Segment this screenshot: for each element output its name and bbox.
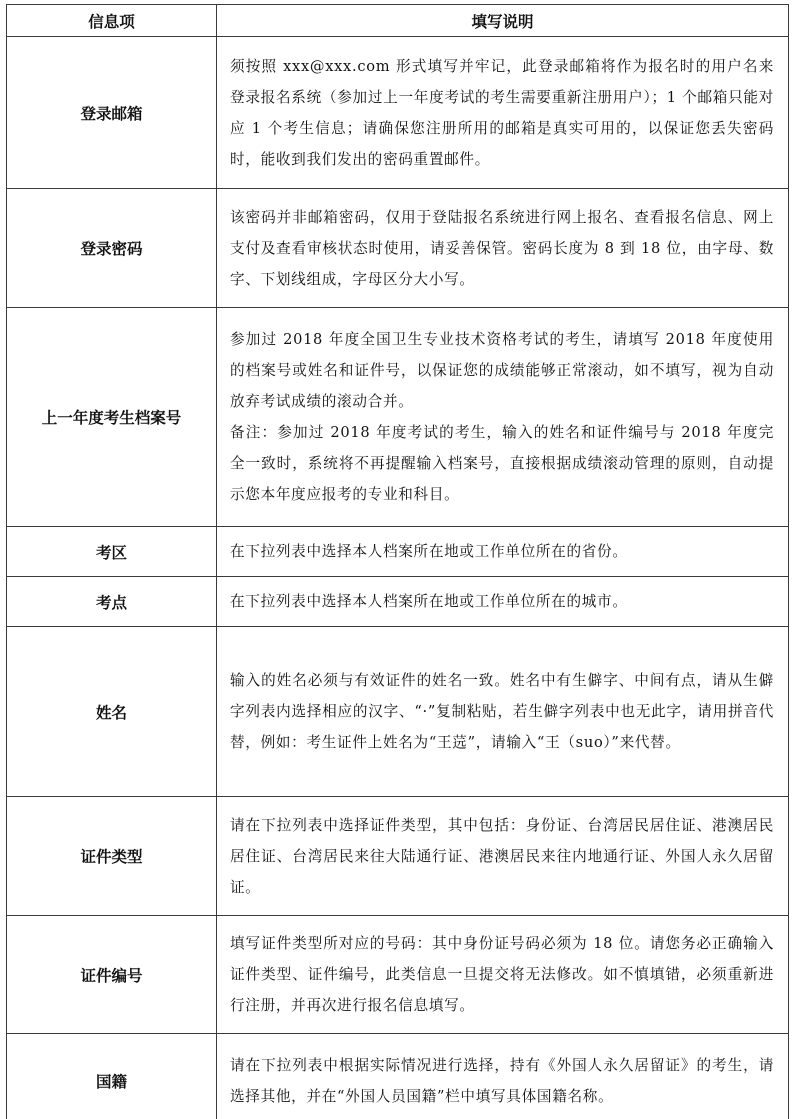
row-desc-login-password: [217, 189, 789, 308]
table-row: [7, 37, 789, 189]
registration-info-table: [6, 4, 789, 1119]
table-header-row: [7, 5, 789, 37]
row-label-login-password: 登录密码: [7, 189, 217, 308]
desc-paragraph: 该密码并非邮箱密码，仅用于登陆报名系统进行网上报名、查看报名信息、网上支付及查看审核状态时使用，请妥善保管。密码长度为 8 到 18 位，由字母、数字、下划线组成，字母区分大小写。: [230, 208, 774, 288]
desc-paragraph: 请在下拉列表中根据实际情况进行选择，持有《外国人永久居留证》的考生，请选择其他，并在“外国人员国籍”栏中填写具体国籍名称。: [230, 1056, 774, 1105]
row-desc-name: [217, 627, 789, 797]
header-info-item: 信息项: [7, 5, 217, 37]
desc-paragraph: 填写证件类型所对应的号码：其中身份证号码必须为 18 位。请您务必正确输入证件类型、证件编号，此类信息一旦提交将无法修改。如不慎填错，必须重新进行注册，并再次进行报名信息填写。: [230, 935, 774, 1014]
header-fill-instructions: 填写说明: [217, 5, 789, 37]
table-row: [7, 527, 789, 577]
table-row: [7, 797, 789, 916]
table-row: [7, 916, 789, 1034]
row-label-exam-site: 考点: [7, 577, 217, 627]
row-label-exam-region: 考区: [7, 527, 217, 577]
desc-paragraph: 输入的姓名必须与有效证件的姓名一致。姓名中有生僻字、中间有点，请从生僻字列表内选择相应的汉字、“·”复制粘贴，若生僻字列表中也无此字，请用拼音代替，例如：考生证件上姓名为“王䓕”，请输入“王（suo）”来代替。: [230, 672, 774, 751]
desc-paragraph: 参加过 2018 年度全国卫生专业技术资格考试的考生，请填写 2018 年度使用的档案号或姓名和证件号，以保证您的成绩能够正常滚动，如不填写，视为自动放弃考试成绩的滚动合并。: [230, 331, 774, 410]
row-label-login-email: 登录邮箱: [7, 37, 217, 189]
desc-paragraph: 在下拉列表中选择本人档案所在地或工作单位所在的城市。: [230, 593, 628, 610]
desc-note-paragraph: 备注：参加过 2018 年度考试的考生，输入的姓名和证件编号与 2018 年度完全一致时，系统将不再提醒输入档案号，直接根据成绩滚动管理的原则，自动提示您本年度应报考的专业和科目。: [230, 424, 774, 503]
row-label-id-type: 证件类型: [7, 797, 217, 916]
desc-paragraph: 须按照 xxx@xxx.com 形式填写并牢记，此登录邮箱将作为报名时的用户名来登录报名系统（参加过上一年度考试的考生需要重新注册用户）；1 个邮箱只能对应 1 个考生信息；请确保您注册所用的邮箱是真实可用的，以保证您丢失密码时，能收到我们发出的密码重置邮件。: [230, 57, 774, 168]
row-label-name: 姓名: [7, 627, 217, 797]
row-desc-previous-file-number: [217, 308, 789, 527]
desc-paragraph: 在下拉列表中选择本人档案所在地或工作单位所在的省份。: [230, 543, 628, 560]
row-desc-exam-site: [217, 577, 789, 627]
row-label-id-number: 证件编号: [7, 916, 217, 1034]
table-row: [7, 627, 789, 797]
row-desc-id-number: [217, 916, 789, 1034]
table-row: [7, 577, 789, 627]
row-label-nationality: 国籍: [7, 1034, 217, 1119]
row-label-previous-file-number: 上一年度考生档案号: [7, 308, 217, 527]
table-row: [7, 308, 789, 527]
row-desc-id-type: [217, 797, 789, 916]
table-row: [7, 189, 789, 308]
row-desc-nationality: [217, 1034, 789, 1119]
desc-paragraph: 请在下拉列表中选择证件类型，其中包括：身份证、台湾居民居住证、港澳居民居住证、台湾居民来往大陆通行证、港澳居民来往内地通行证、外国人永久居留证。: [230, 816, 774, 896]
row-desc-login-email: [217, 37, 789, 189]
row-desc-exam-region: [217, 527, 789, 577]
table-row: [7, 1034, 789, 1119]
